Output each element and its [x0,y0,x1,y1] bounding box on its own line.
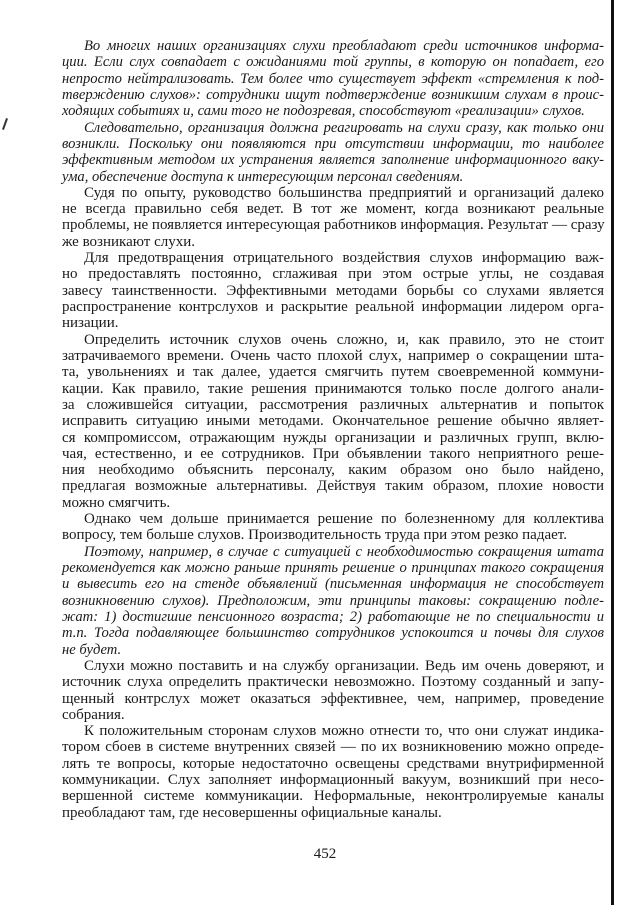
text-line: ции. Если слух совпадает с ожиданиями той группы, в которую он попадает, его [62,54,604,71]
text-line: тором сбоев в системе внутренних связей — по их возникновению можно опреде- [62,739,604,756]
italic-paragraph [62,120,604,185]
text-line: низации. [62,315,119,332]
paragraph [62,723,604,821]
text-line: Для предотвращения отрицательного воздействия слухов информацию важ- [84,250,604,267]
italic-paragraph [62,544,604,658]
text-line: за сложившейся ситуации, рассмотрения различных альтернатив и попыток [62,396,604,413]
text-line: вершенной системе коммуникации. Неформальные, неконтролируемые каналы [62,788,604,805]
text-line: Поэтому, например, в случае с ситуацией с необходимостью сокращения штата [84,543,604,560]
text-line: ходящих событиях и, сами того не подозревая, способствуют «реализации» слухов. [62,103,585,120]
text-line: т.п. Тогда подавляющее большинство сотрудников успокоится и почвы для слухов [62,625,604,642]
text-line: но предоставлять постоянно, сглаживая при этом острые углы, не создавая [62,266,604,283]
text-line: источник слуха определить практически невозможно. Поэтому созданный и запу- [62,674,604,691]
text-line: затрачиваемого времени. Очень часто плохой слух, например о сокращении шта- [62,347,604,364]
text-line: кации. Как правило, такие решения принимаются только после долгого анали- [62,380,604,397]
text-line: возникновению слухов). Предположим, эти принципы таковы: сокращению подле- [62,592,604,609]
text-line: та, увольнениях и так далее, удается смягчить путем своевременной коммуни- [62,364,604,381]
scan-edge-shadow [611,0,614,905]
text-line: Во многих наших организациях слухи преобладают среди источников информа- [84,38,604,54]
text-line: ума, обеспечение доступа к интересующим персонал сведениям. [62,168,464,185]
text-line: тверждению слухов»: сотрудники ищут подтверждение возникшим слухам в проис- [62,86,604,103]
text-line: не будет. [62,641,122,658]
text-line: завесу таинственности. Эффективными методами борьбы со слухами является [62,282,604,299]
text-line: ния необходимо объяснить персоналу, каким образом оно было найдено, [62,462,604,479]
text-line: можно смягчить. [62,494,171,511]
text-line: Следовательно, организация должна реагировать на слухи сразу, как только они [84,119,604,136]
text-line: возникли. Поскольку они появляются при отсутствии информации, то наиболее [62,135,604,152]
text-line: и вывесить его на стенде объявлений (письменная информация не способствует [62,576,604,593]
page-number: 452 [313,846,337,862]
text-line: ся компромиссом, отражающим нужды организации и различных групп, вклю- [62,429,604,446]
text-line: рекомендуется как можно раньше принять решение о принципах такого сокращения [62,560,604,576]
paragraph [62,658,604,723]
text-line: Слухи можно поставить и на службу организации. Ведь им очень доверяют, и [84,657,604,674]
text-line: исправить ситуацию иными методами. Окончательное решение обычно являет- [62,413,604,430]
text-line: лять те вопросы, которые недостаточно освещены средствами внутрифирменной [62,755,604,772]
text-line: не всегда правильно себя ведет. В тот же момент, когда возникают реальные [62,201,604,218]
text-line: распространение контрслухов и раскрытие реальной информации лидером орга- [62,299,604,315]
text-line: щенный контрслух может оказаться эффективнее, чем, например, проведение [62,690,604,707]
text-line: предлагая возможные альтернативы. Действуя таким образом, плохие новости [62,478,604,495]
text-line: коммуникации. Слух заполняет информационный вакуум, возникший при несо- [62,772,604,789]
text-line: проблемы, не появляется интересующая работников информация. Результат — сразу [62,217,605,234]
text-line: Однако чем дольше принимается решение по болезненному для коллектива [84,511,604,528]
paragraph [62,332,604,511]
text-line: чая, естественно, и ее сотрудников. При объявлении такого неприятного реше- [62,445,604,462]
page-body-text [62,38,604,821]
text-line: вопросу, тем больше слухов. Производительность труда при этом резко падает. [62,527,567,544]
text-line: Определить источник слухов очень сложно, и, как правило, это не стоит [84,331,604,348]
text-line: жат: 1) достигшие пенсионного возраста; 2) работающие не по специальности и [62,608,604,625]
text-line: Судя по опыту, руководство большинства предприятий и организаций далеко [84,184,604,201]
text-line: собрания. [62,706,125,723]
paragraph [62,185,604,250]
paragraph [62,250,604,332]
text-line: преобладают там, где несовершенны официальные каналы. [62,804,442,821]
italic-paragraph [62,38,604,120]
text-line: же возникают слухи. [62,233,195,250]
text-line: непросто нейтрализовать. Тем более что существует эффект «стремления к под- [62,70,604,87]
text-line: эффективным методом их устранения является заполнение информационного ваку- [62,152,604,169]
text-line: К положительным сторонам слухов можно отнести то, что они служат индика- [84,723,604,740]
scan-margin-mark [2,118,8,130]
paragraph [62,511,604,544]
